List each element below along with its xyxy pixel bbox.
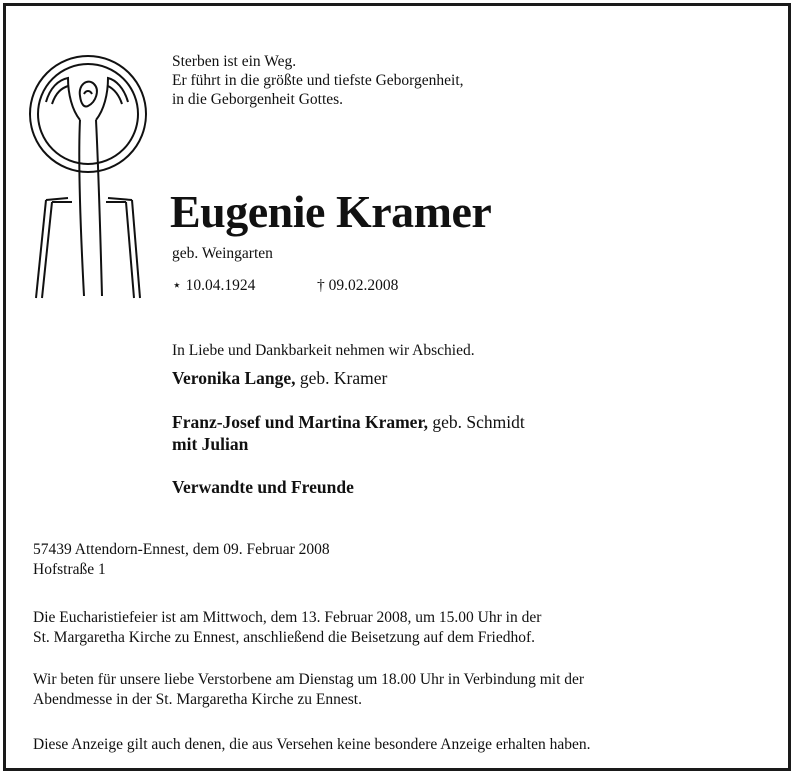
death-date <box>317 277 398 295</box>
closing-note: Diese Anzeige gilt auch denen, die aus Versehen keine besondere Anzeige erhalten haben. <box>33 736 591 753</box>
deceased-name: Eugenie Kramer <box>170 186 492 237</box>
mourner-2 <box>172 412 525 433</box>
birth-date-value: 10.04.1924 <box>185 277 256 294</box>
birth-date <box>172 276 317 295</box>
street: Hofstraße 1 <box>33 561 106 578</box>
mourner-1-birth: geb. Kramer <box>295 368 388 388</box>
prayer-info <box>33 670 584 710</box>
mourner-1 <box>172 368 387 389</box>
service-line: St. Margaretha Kirche zu Ennest, anschließend die Beisetzung auf dem Friedhof. <box>33 629 536 646</box>
verse-line: Er führt in die größte und tiefste Geborgenheit, <box>172 72 464 89</box>
service-info <box>33 608 541 648</box>
star-icon: ⋆ <box>172 277 182 294</box>
mourner-3: Verwandte und Freunde <box>172 477 354 497</box>
life-dates <box>172 276 398 295</box>
place-date: 57439 Attendorn-Ennest, dem 09. Februar 2008 <box>33 541 330 558</box>
service-line: Die Eucharistiefeier ist am Mittwoch, dem 13. Februar 2008, um 15.00 Uhr in der <box>33 609 542 626</box>
mourner-2-birth: geb. Schmidt <box>427 412 525 432</box>
address-block <box>33 540 330 580</box>
verse-line: in die Geborgenheit Gottes. <box>172 91 344 108</box>
verse-line: Sterben ist ein Weg. <box>172 53 297 70</box>
prayer-line: Wir beten für unsere liebe Verstorbene am Dienstag um 18.00 Uhr in Verbindung mit der <box>33 671 585 688</box>
death-date-value: 09.02.2008 <box>328 277 399 294</box>
resurrection-figure-icon <box>28 50 153 300</box>
mourner-2-child: mit Julian <box>172 434 249 454</box>
prayer-line: Abendmesse in der St. Margaretha Kirche zu Ennest. <box>33 691 362 708</box>
mourner-1-name: Veronika Lange, <box>172 368 296 388</box>
farewell-line: In Liebe und Dankbarkeit nehmen wir Abschied. <box>172 342 475 359</box>
cross-icon: † <box>317 277 325 294</box>
mourner-2-name: Franz-Josef und Martina Kramer, <box>172 412 428 432</box>
verse <box>172 52 464 109</box>
birth-name: geb. Weingarten <box>172 245 273 262</box>
